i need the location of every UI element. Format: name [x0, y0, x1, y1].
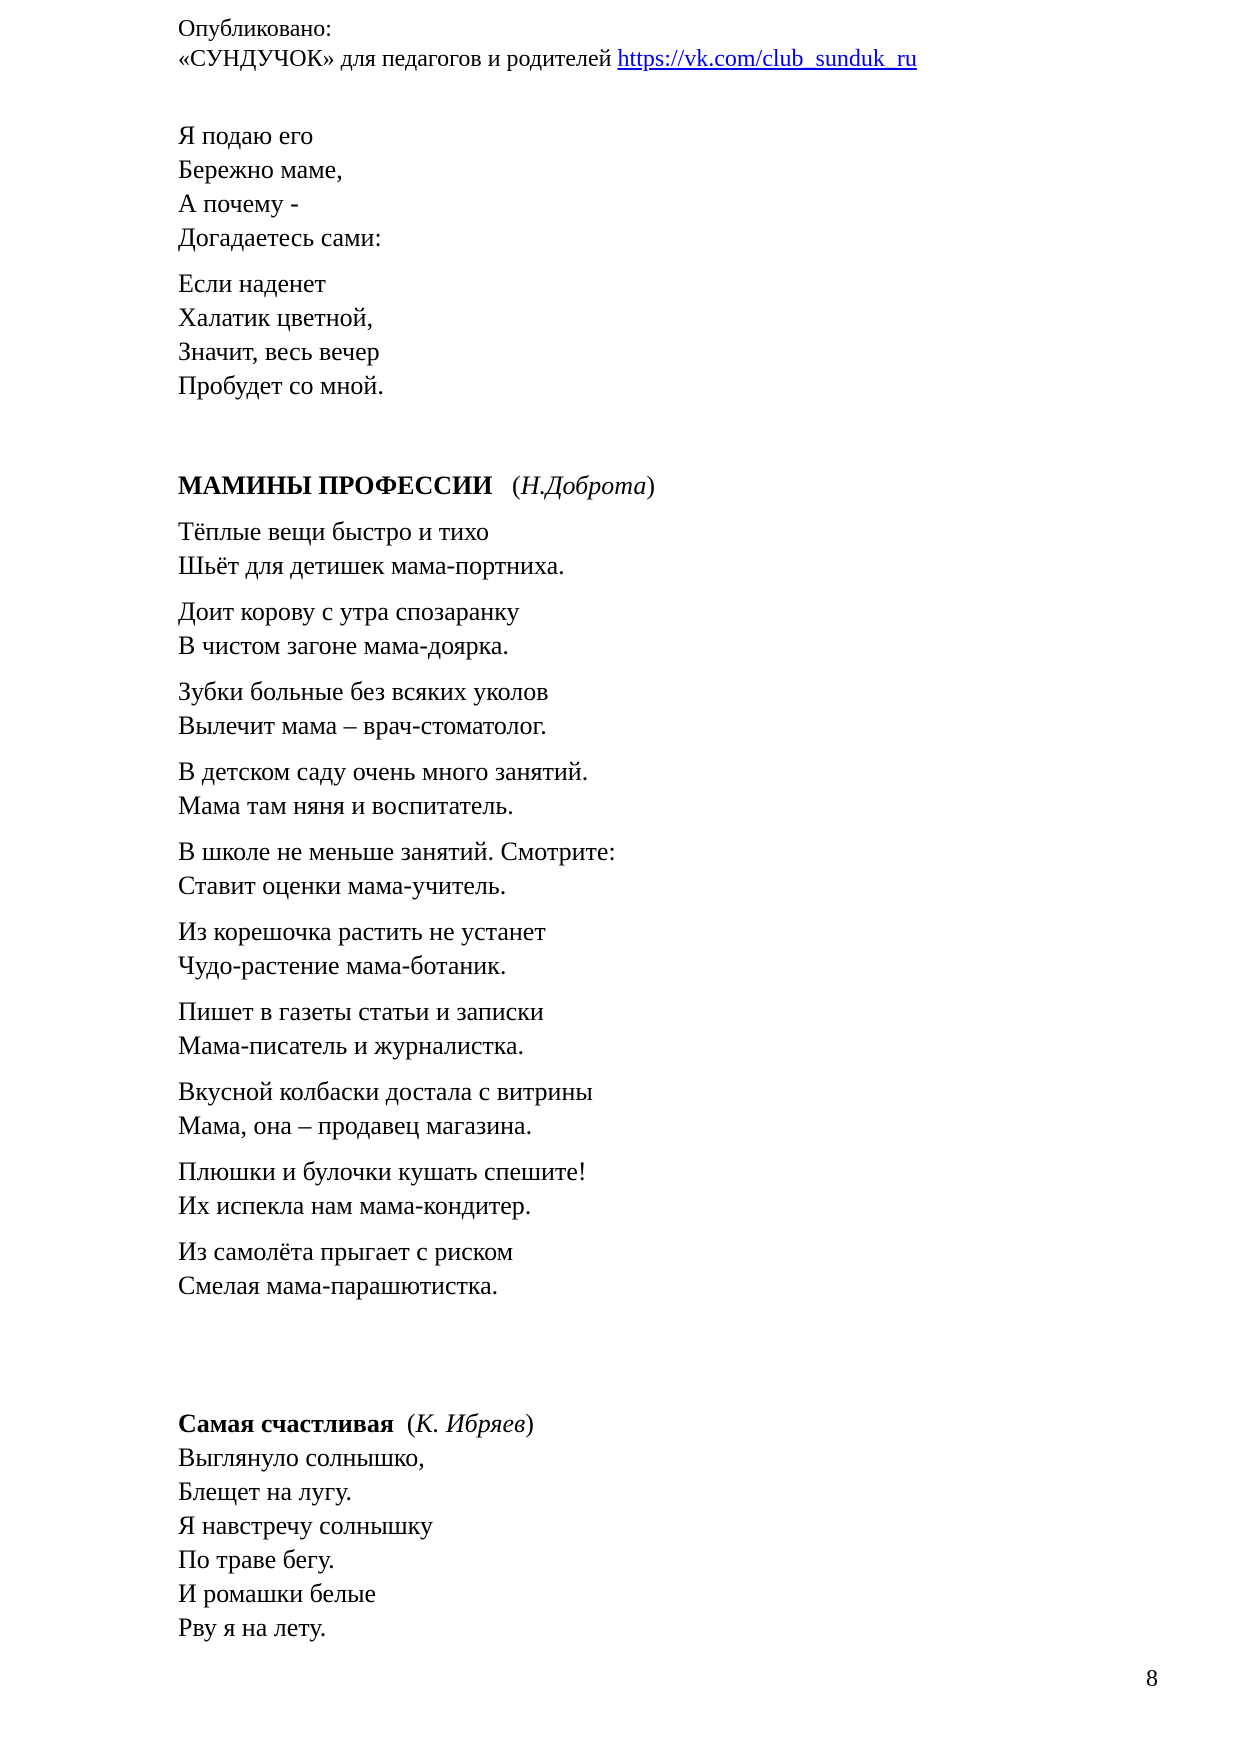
poem-line: Если наденет: [178, 269, 326, 298]
source-link[interactable]: https://vk.com/club_sunduk_ru: [617, 46, 917, 72]
poem-line: Плюшки и булочки кушать спешите!: [178, 1157, 587, 1186]
page-number: 8: [1146, 1666, 1158, 1692]
stanza: [178, 119, 1178, 255]
stanza: [178, 915, 1178, 983]
poem-line: Их испекла нам мама-кондитер.: [178, 1191, 532, 1220]
poem-line: В детском саду очень много занятий.: [178, 757, 589, 786]
poem-line: Вкусной колбаски достала с витрины: [178, 1077, 593, 1106]
poem-author: К. Ибряев: [415, 1409, 526, 1438]
poem-heading: МАМИНЫ ПРОФЕССИИ (Н.Доброта): [178, 471, 656, 500]
stanza: [178, 1235, 1178, 1303]
poem-line: Догадаетесь сами:: [178, 223, 382, 252]
poem-line: Вылечит мама – врач-стоматолог.: [178, 711, 547, 740]
poem-line: Мама-писатель и журналистка.: [178, 1031, 525, 1060]
poem-line: Мама там няня и воспитатель.: [178, 791, 514, 820]
poem-happiest: [178, 1407, 1178, 1645]
stanza: [178, 1075, 1178, 1143]
poem-line: Я подаю его: [178, 121, 314, 150]
stanza: [178, 755, 1178, 823]
poem-author: Н.Доброта: [520, 471, 647, 500]
poem-line: Смелая мама-парашютистка.: [178, 1271, 499, 1300]
poem-mamas-professions: [178, 469, 1178, 1303]
poem-line: А почему -: [178, 189, 299, 218]
stanza: [178, 675, 1178, 743]
poem-line: Пишет в газеты статьи и записки: [178, 997, 544, 1026]
poem-line: Халатик цветной,: [178, 303, 374, 332]
published-label: Опубликовано:: [178, 16, 332, 42]
stanza: [178, 1155, 1178, 1223]
stanza: [178, 835, 1178, 903]
poem-line: Ставит оценки мама-учитель.: [178, 871, 507, 900]
poem-line: Зубки больные без всяких уколов: [178, 677, 549, 706]
source-text: «СУНДУЧОК» для педагогов и родителей: [178, 46, 612, 72]
poem-line: Доит корову с утра спозаранку: [178, 597, 520, 626]
stanza: [178, 515, 1178, 583]
page-header: [178, 14, 917, 74]
stanza: [178, 995, 1178, 1063]
poem-continuation: [178, 119, 1178, 403]
poem-line: Я навстречу солнышку: [178, 1511, 433, 1540]
poem-line: Пробудет со мной.: [178, 371, 384, 400]
poem-line: Выглянуло солнышко,: [178, 1443, 425, 1472]
poem-line: В чистом загоне мама-доярка.: [178, 631, 509, 660]
poem-line: По траве бегу.: [178, 1545, 335, 1574]
poem-title: Самая счастливая: [178, 1409, 394, 1438]
poem-line: Блещет на лугу.: [178, 1477, 353, 1506]
poem-line: Из корешочка растить не устанет: [178, 917, 546, 946]
poem-line: Шьёт для детишек мама-портниха.: [178, 551, 565, 580]
poem-title: МАМИНЫ ПРОФЕССИИ: [178, 471, 493, 500]
stanza: [178, 595, 1178, 663]
poem-line: В школе не меньше занятий. Смотрите:: [178, 837, 616, 866]
document-body: [178, 119, 1178, 1645]
poem-line: Мама, она – продавец магазина.: [178, 1111, 533, 1140]
poem-line: Тёплые вещи быстро и тихо: [178, 517, 490, 546]
poem-line: Бережно маме,: [178, 155, 343, 184]
poem-line: Значит, весь вечер: [178, 337, 380, 366]
stanza: [178, 267, 1178, 403]
poem-line: Чудо-растение мама-ботаник.: [178, 951, 507, 980]
poem-line: И ромашки белые: [178, 1579, 377, 1608]
poem-line: Из самолёта прыгает с риском: [178, 1237, 514, 1266]
source-line: [178, 44, 917, 74]
poem-line: Рву я на лету.: [178, 1613, 327, 1642]
poem-heading: Самая счастливая (К. Ибряев): [178, 1409, 534, 1438]
